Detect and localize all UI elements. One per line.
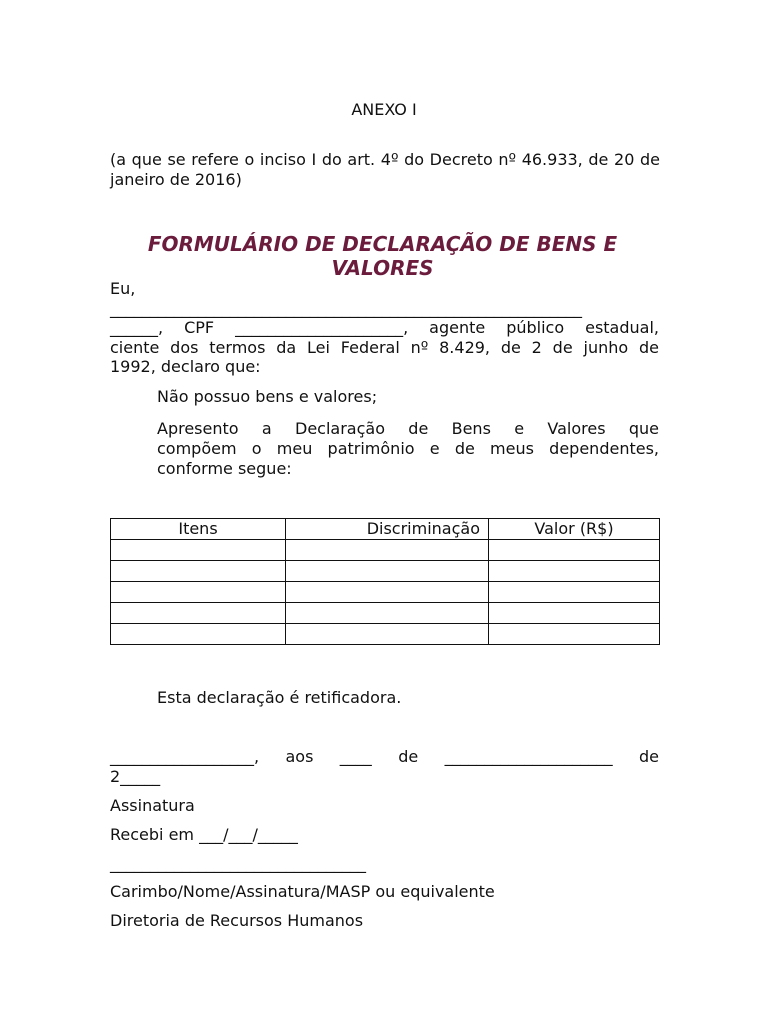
received-on-line: Recebi em ___/___/_____ <box>110 825 298 844</box>
table-cell <box>489 603 660 624</box>
table-row <box>111 582 660 603</box>
year-line: 2_____ <box>110 767 161 786</box>
table-cell <box>489 561 660 582</box>
table-row <box>111 624 660 645</box>
option-present-line3: conforme segue: <box>157 459 292 478</box>
goods-table <box>110 518 660 645</box>
form-title: FORMULÁRIO DE DECLARAÇÃO DE BENS E VALORES <box>147 232 618 280</box>
table-cell <box>111 561 286 582</box>
column-header-items: Itens <box>111 519 286 540</box>
option-present-line1: Apresento a Declaração de Bens e Valores que <box>157 419 659 438</box>
table-row <box>111 603 660 624</box>
declarant-declare-line: 1992, declaro que: <box>110 357 261 376</box>
signature-label: Assinatura <box>110 796 195 815</box>
table-cell <box>286 624 489 645</box>
table-cell <box>489 540 660 561</box>
table-cell <box>286 582 489 603</box>
option-present-line2: compõem o meu patrimônio e de meus dependentes, <box>157 439 659 458</box>
table-cell <box>286 603 489 624</box>
table-cell <box>489 624 660 645</box>
decree-reference: (a que se refere o inciso I do art. 4º do Decreto nº 46.933, de 20 de janeiro de 2016) <box>110 150 660 189</box>
department-label: Diretoria de Recursos Humanos <box>110 911 364 930</box>
stamp-signature-line: ________________________________ <box>110 854 366 873</box>
declarant-name-blank: ___________________________________________________________ <box>110 299 582 318</box>
table-cell <box>286 540 489 561</box>
declarant-cpf-line: ______, CPF _____________________, agente público estadual, <box>110 318 659 337</box>
declarant-intro: Eu, <box>110 279 136 298</box>
annex-heading: ANEXO I <box>351 100 417 119</box>
option-no-goods: Não possuo bens e valores; <box>157 387 378 406</box>
table-header-row <box>111 519 660 540</box>
stamp-label: Carimbo/Nome/Assinatura/MASP ou equivalente <box>110 882 495 901</box>
table-cell <box>111 582 286 603</box>
table-cell <box>489 582 660 603</box>
declarant-law-line: ciente dos termos da Lei Federal nº 8.429, de 2 de junho de <box>110 338 659 357</box>
table-row <box>111 561 660 582</box>
rectification-statement: Esta declaração é retificadora. <box>157 688 402 707</box>
column-header-value: Valor (R$) <box>489 519 660 540</box>
column-header-discrimination: Discriminação <box>286 519 489 540</box>
table-cell <box>111 624 286 645</box>
table-cell <box>111 603 286 624</box>
table-cell <box>111 540 286 561</box>
table-cell <box>286 561 489 582</box>
place-date-line: __________________, aos ____ de _____________________ de <box>110 747 659 766</box>
table-row <box>111 540 660 561</box>
